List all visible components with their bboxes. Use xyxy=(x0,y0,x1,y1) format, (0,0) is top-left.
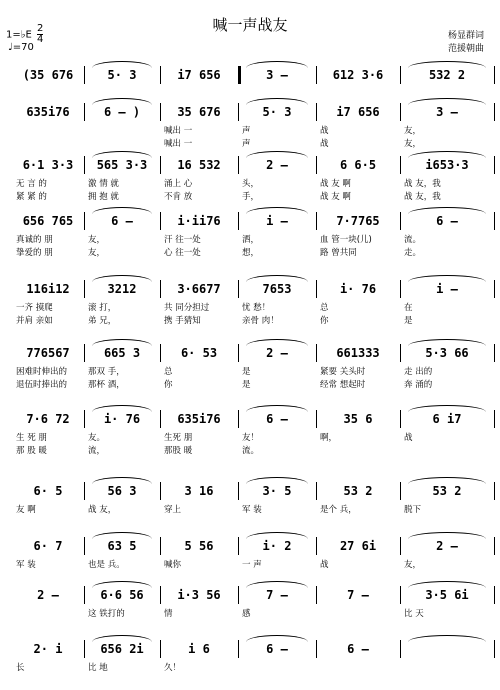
lyric-syllable: 喊出 一 xyxy=(164,139,193,149)
measure: 27 6i xyxy=(339,539,377,553)
measure: 665 3 xyxy=(103,346,141,360)
barline xyxy=(316,212,317,230)
lyric-line xyxy=(12,234,494,246)
barline xyxy=(160,156,161,174)
lyric-syllable: 你 xyxy=(164,380,173,390)
slur xyxy=(408,405,486,412)
lyric-syllable: 友， xyxy=(88,248,106,258)
barline xyxy=(316,66,317,84)
barline xyxy=(160,537,161,555)
measure: i653·3 xyxy=(425,158,469,172)
lyric-syllable: 流， xyxy=(88,446,106,456)
lyric-syllable: 战 友 啊 xyxy=(320,192,351,202)
lyric-syllable: 那 股 暖 xyxy=(16,446,47,456)
barline xyxy=(160,103,161,121)
measure: 2 – xyxy=(37,588,59,602)
lyric-line xyxy=(12,662,494,674)
lyric-syllable: 友， xyxy=(88,235,106,245)
lyric-syllable: 想， xyxy=(242,248,260,258)
lyric-line xyxy=(12,559,494,571)
slur xyxy=(246,405,308,412)
lyric-syllable: 头， xyxy=(242,179,260,189)
slur xyxy=(92,151,152,158)
barline xyxy=(160,410,161,428)
lyric-syllable: 经常 想起时 xyxy=(320,380,366,390)
slur xyxy=(408,477,486,484)
barline xyxy=(238,280,239,298)
measure: 35 676 xyxy=(177,105,221,119)
barline xyxy=(400,280,401,298)
lyric-syllable: 共 同分担过 xyxy=(164,303,210,313)
lyric-syllable: 那双 手， xyxy=(88,367,125,377)
measure: 6 – xyxy=(266,642,288,656)
barline xyxy=(160,482,161,500)
lyric-syllable: 路 曾共同 xyxy=(320,248,357,258)
measure: 6 6·5 xyxy=(339,158,377,172)
lyric-syllable: 洒， xyxy=(242,235,260,245)
lyric-line xyxy=(12,445,494,457)
barline xyxy=(316,586,317,604)
measure: 565 3·3 xyxy=(96,158,148,172)
measure: 635i76 xyxy=(26,105,70,119)
measure xyxy=(402,640,492,658)
slur xyxy=(92,339,152,346)
lyric-syllable: 无 言 的 xyxy=(16,179,47,189)
lyric-syllable: 紧要 关头时 xyxy=(320,367,366,377)
lyric-syllable: 总 xyxy=(164,367,173,377)
measure: 3 16 xyxy=(184,484,214,498)
lyric-line xyxy=(12,432,494,444)
slur xyxy=(246,98,308,105)
measure: 7 – xyxy=(266,588,288,602)
measure: 6 – ) xyxy=(103,105,141,119)
barline xyxy=(84,212,85,230)
barline xyxy=(494,344,495,362)
lyric-syllable: 战 友 啊 xyxy=(320,179,351,189)
measure: 3 – xyxy=(266,68,288,82)
barline xyxy=(494,586,495,604)
barline xyxy=(238,537,239,555)
meter-bottom: 4 xyxy=(36,34,44,45)
lyric-syllable: 你 xyxy=(320,316,329,326)
barline xyxy=(400,156,401,174)
barline xyxy=(84,537,85,555)
measure: 6 – xyxy=(436,214,458,228)
barline xyxy=(316,103,317,121)
lyric-syllable: 亲骨 肉！ xyxy=(242,316,279,326)
barline xyxy=(238,344,239,362)
slur xyxy=(92,98,152,105)
lyric-syllable: 挚爱的 朋 xyxy=(16,248,53,258)
measure: 6· 53 xyxy=(180,346,218,360)
barline xyxy=(316,156,317,174)
measure: 5·3 66 xyxy=(425,346,469,360)
lyric-syllable: 激 情 就 xyxy=(88,179,119,189)
lyric-syllable: 流。 xyxy=(404,235,422,245)
notation-line xyxy=(12,537,494,555)
lyric-syllable: 穿上 xyxy=(164,505,182,515)
lyric-syllable: 生死 朋 xyxy=(164,433,193,443)
lyric-syllable: 友， xyxy=(404,139,422,149)
lyricist-credit: 杨显群词 xyxy=(447,31,484,41)
lyric-syllable: 是 xyxy=(242,380,251,390)
notation-line xyxy=(12,156,494,174)
notation-line xyxy=(12,482,494,500)
barline xyxy=(494,537,495,555)
lyric-syllable: 走 出的 xyxy=(404,367,433,377)
barline xyxy=(494,103,495,121)
measure: 3 – xyxy=(436,105,458,119)
measure: 3212 xyxy=(107,282,137,296)
slur xyxy=(408,581,486,588)
measure: i· 2 xyxy=(262,539,292,553)
lyric-syllable: 战 xyxy=(404,433,413,443)
barline xyxy=(84,156,85,174)
lyric-syllable: 一 声 xyxy=(242,560,262,570)
barline xyxy=(238,410,239,428)
slur xyxy=(246,635,308,642)
lyric-syllable: 退伍时捧出的 xyxy=(16,380,68,390)
lyric-syllable: 声 xyxy=(242,139,251,149)
barline xyxy=(400,482,401,500)
barline xyxy=(494,482,495,500)
song-title: 喊一声战友 xyxy=(212,16,288,34)
measure: 7653 xyxy=(262,282,292,296)
slur xyxy=(92,207,152,214)
barline xyxy=(84,410,85,428)
barline xyxy=(316,344,317,362)
measure: (35 676 xyxy=(22,68,74,82)
measure: 7·7765 xyxy=(336,214,380,228)
lyric-syllable: 那股 暖 xyxy=(164,446,193,456)
slur xyxy=(246,61,308,68)
barline xyxy=(494,156,495,174)
slur xyxy=(408,635,486,642)
lyric-syllable: 长 xyxy=(16,663,25,673)
measure: 3·6677 xyxy=(177,282,221,296)
measure: i· 76 xyxy=(103,412,141,426)
lyric-syllable: 心 往一处 xyxy=(164,248,201,258)
slur xyxy=(246,339,308,346)
barline xyxy=(160,212,161,230)
barline xyxy=(400,640,401,658)
measure: 532 2 xyxy=(428,68,466,82)
barline xyxy=(160,586,161,604)
lyric-syllable: 感 xyxy=(242,609,251,619)
lyric-syllable: 总 xyxy=(320,303,329,313)
measure: 7·6 72 xyxy=(26,412,70,426)
lyric-syllable: 携 手猜知 xyxy=(164,316,201,326)
lyric-syllable: 战 xyxy=(320,560,329,570)
measure: 612 3·6 xyxy=(332,68,384,82)
barline xyxy=(84,103,85,121)
barline xyxy=(316,280,317,298)
measure: 6· 7 xyxy=(33,539,63,553)
barline xyxy=(316,537,317,555)
lyric-line xyxy=(12,315,494,327)
barline xyxy=(400,103,401,121)
lyric-line xyxy=(12,379,494,391)
slur xyxy=(246,151,308,158)
barline xyxy=(238,212,239,230)
lyric-syllable: 军 装 xyxy=(16,560,36,570)
measure: i7 656 xyxy=(336,105,380,119)
measure: 656 2i xyxy=(100,642,144,656)
lyric-syllable: 战 友，我 xyxy=(404,192,441,202)
lyric-syllable: 并肩 亲如 xyxy=(16,316,53,326)
barline xyxy=(494,66,495,84)
lyric-syllable: 这 铁打的 xyxy=(88,609,125,619)
barline xyxy=(238,103,239,121)
measure: 5 56 xyxy=(184,539,214,553)
lyric-syllable: 战 xyxy=(320,126,329,136)
lyric-syllable: 走。 xyxy=(404,248,422,258)
slur xyxy=(92,405,152,412)
barline xyxy=(84,640,85,658)
lyric-syllable: 友， xyxy=(404,560,422,570)
lyric-syllable: 汗 往一处 xyxy=(164,235,201,245)
tempo-marking: ♩=70 xyxy=(8,42,34,53)
lyric-syllable: 久！ xyxy=(164,663,182,673)
slur xyxy=(408,207,486,214)
key-label: 1=♭E xyxy=(6,29,32,41)
notation-line xyxy=(12,344,494,362)
measure: 3·5 6i xyxy=(425,588,469,602)
lyric-syllable: 喊你 xyxy=(164,560,182,570)
slur xyxy=(92,477,152,484)
measure: 16 532 xyxy=(177,158,221,172)
notation-line xyxy=(12,410,494,428)
lyric-syllable: 比 天 xyxy=(404,609,424,619)
measure: i7 656 xyxy=(177,68,221,82)
lyric-syllable: 弟 兄， xyxy=(88,316,117,326)
barline xyxy=(494,212,495,230)
notation-line xyxy=(12,66,494,84)
measure: 776567 xyxy=(26,346,70,360)
lyric-line xyxy=(12,302,494,314)
notation-line xyxy=(12,103,494,121)
measure: 6 – xyxy=(111,214,133,228)
barline xyxy=(238,66,241,84)
slur xyxy=(408,532,486,539)
measure: 56 3 xyxy=(107,484,137,498)
measure: i 6 xyxy=(188,642,210,656)
lyric-syllable: 战 友，我 xyxy=(404,179,441,189)
barline xyxy=(84,586,85,604)
lyric-syllable: 血 管一块(儿) xyxy=(320,235,372,245)
slur xyxy=(92,635,152,642)
lyric-syllable: 是 xyxy=(404,316,413,326)
lyric-syllable: 困难时伸出的 xyxy=(16,367,68,377)
barline xyxy=(316,410,317,428)
slur xyxy=(246,207,308,214)
barline xyxy=(84,482,85,500)
barline xyxy=(160,344,161,362)
measure: 63 5 xyxy=(107,539,137,553)
lyric-syllable: 不肯 放 xyxy=(164,192,193,202)
barline xyxy=(238,586,239,604)
lyric-syllable: 战 xyxy=(320,139,329,149)
lyric-syllable: 比 地 xyxy=(88,663,108,673)
measure: 6 – xyxy=(266,412,288,426)
notation-line xyxy=(12,640,494,658)
lyric-syllable: 奔 涌的 xyxy=(404,380,433,390)
measure: 116i12 xyxy=(26,282,70,296)
lyric-syllable: 情 xyxy=(164,609,173,619)
lyric-syllable: 忧 愁！ xyxy=(242,303,271,313)
notation-line xyxy=(12,212,494,230)
lyric-line xyxy=(12,191,494,203)
lyric-line xyxy=(12,125,494,137)
lyric-line xyxy=(12,178,494,190)
lyric-syllable: 拥 抱 就 xyxy=(88,192,119,202)
lyric-line xyxy=(12,366,494,378)
measure: 2· i xyxy=(33,642,63,656)
measure: 2 – xyxy=(266,158,288,172)
lyric-syllable: 生 死 朋 xyxy=(16,433,47,443)
lyric-syllable: 也是 兵。 xyxy=(88,560,125,570)
measure: 2 – xyxy=(436,539,458,553)
measure: 35 6 xyxy=(343,412,373,426)
slur xyxy=(408,339,486,346)
measure: i – xyxy=(436,282,458,296)
lyric-syllable: 喊出 一 xyxy=(164,126,193,136)
slur xyxy=(246,477,308,484)
lyric-syllable: 涌上 心 xyxy=(164,179,193,189)
slur xyxy=(92,61,152,68)
measure: 7 – xyxy=(347,588,369,602)
lyric-syllable: 滚 打， xyxy=(88,303,117,313)
meter-top: 2 xyxy=(36,23,44,34)
notation-line xyxy=(12,280,494,298)
measure: 661333 xyxy=(336,346,380,360)
measure: 2 – xyxy=(266,346,288,360)
measure: 635i76 xyxy=(177,412,221,426)
lyric-syllable: 脱下 xyxy=(404,505,422,515)
measure: 53 2 xyxy=(432,484,462,498)
slur xyxy=(408,275,486,282)
lyric-syllable: 友 啊 xyxy=(16,505,36,515)
barline xyxy=(316,482,317,500)
lyric-syllable: 声 xyxy=(242,126,251,136)
barline xyxy=(400,410,401,428)
measure: 53 2 xyxy=(343,484,373,498)
slur xyxy=(92,532,152,539)
lyric-syllable: 一齐 摸爬 xyxy=(16,303,53,313)
slur xyxy=(246,275,308,282)
lyric-line xyxy=(12,504,494,516)
notation-line xyxy=(12,586,494,604)
slur xyxy=(408,151,486,158)
barline xyxy=(160,280,161,298)
lyric-line xyxy=(12,247,494,259)
lyric-syllable: 战 友， xyxy=(88,505,117,515)
barline xyxy=(316,640,317,658)
lyric-syllable: 在 xyxy=(404,303,413,313)
lyric-syllable: 友。 xyxy=(88,433,106,443)
measure: i· 76 xyxy=(339,282,377,296)
lyric-line xyxy=(12,138,494,150)
lyric-syllable: 友， xyxy=(404,126,422,136)
lyric-syllable: 紧 紧 的 xyxy=(16,192,47,202)
barline xyxy=(494,410,495,428)
barline xyxy=(494,640,495,658)
barline xyxy=(238,640,239,658)
measure: 6 – xyxy=(347,642,369,656)
barline xyxy=(400,344,401,362)
slur xyxy=(92,581,152,588)
measure: i·ii76 xyxy=(177,214,221,228)
lyric-syllable: 流。 xyxy=(242,446,260,456)
lyric-syllable: 是个 兵， xyxy=(320,505,357,515)
lyric-syllable: 手， xyxy=(242,192,260,202)
slur xyxy=(246,532,308,539)
measure: i – xyxy=(266,214,288,228)
measure: 6·1 3·3 xyxy=(22,158,74,172)
lyric-syllable: 啊， xyxy=(320,433,338,443)
lyric-syllable: 那杯 酒， xyxy=(88,380,125,390)
measure: 5· 3 xyxy=(107,68,137,82)
measure: 6· 5 xyxy=(33,484,63,498)
barline xyxy=(238,482,239,500)
slur xyxy=(408,61,486,68)
lyric-syllable: 友！ xyxy=(242,433,260,443)
measure: 6 i7 xyxy=(432,412,462,426)
barline xyxy=(84,280,85,298)
measure: i·3 56 xyxy=(177,588,221,602)
slur xyxy=(246,581,308,588)
measure: 6·6 56 xyxy=(100,588,144,602)
slur xyxy=(92,275,152,282)
barline xyxy=(494,280,495,298)
barline xyxy=(400,537,401,555)
measure: 3· 5 xyxy=(262,484,292,498)
lyric-syllable: 是 xyxy=(242,367,251,377)
measure: 5· 3 xyxy=(262,105,292,119)
barline xyxy=(400,212,401,230)
barline xyxy=(160,66,161,84)
slur xyxy=(408,98,486,105)
barline xyxy=(84,66,85,84)
barline xyxy=(238,156,239,174)
barline xyxy=(160,640,161,658)
barline xyxy=(400,586,401,604)
barline xyxy=(84,344,85,362)
lyric-syllable: 真诚的 朋 xyxy=(16,235,53,245)
lyric-syllable: 军 装 xyxy=(242,505,262,515)
measure: 656 765 xyxy=(22,214,74,228)
barline xyxy=(400,66,401,84)
lyric-line xyxy=(12,608,494,620)
composer-credit: 范援朝曲 xyxy=(447,44,484,54)
